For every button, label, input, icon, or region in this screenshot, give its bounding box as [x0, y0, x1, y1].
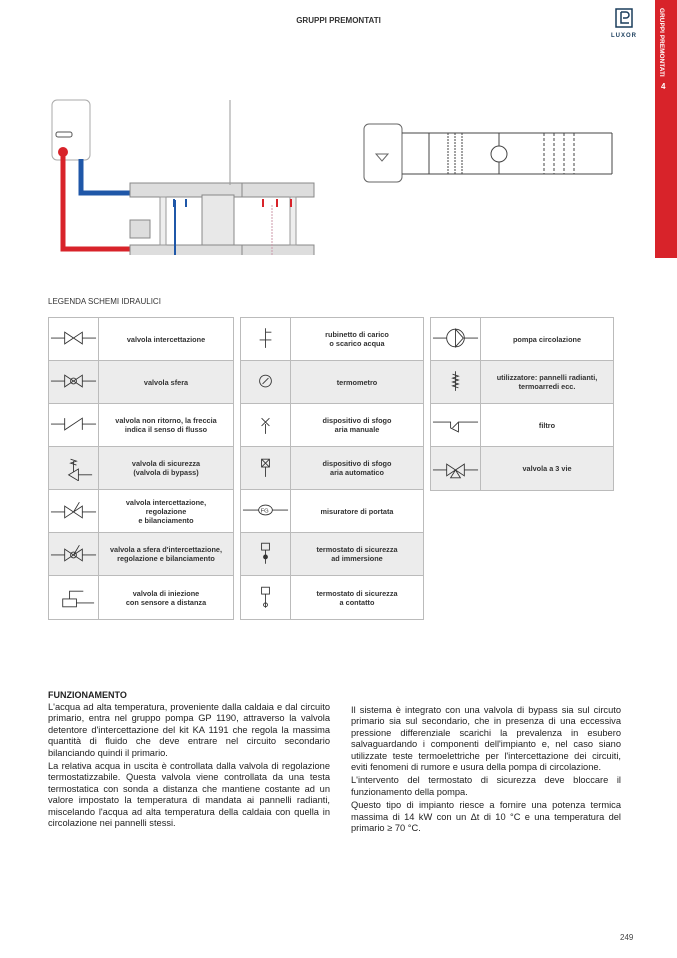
pump [202, 195, 234, 245]
legend-row [431, 361, 613, 404]
legend-label: valvola intercettazione, regolazione e bilanciamento [125, 497, 207, 525]
manual-vent-icon [241, 404, 291, 446]
paragraph: La relativa acqua in uscita è controllata dalla valvola di regolazione termostatizzabile. Questa valvola viene controllata da una testa termostatica con sonda a distanza che mantiene costante ad un valore impostato la temperatura di mandata ai pannelli radianti, miscelando l'acqua ad alta temperatura della caldaia con quella in circolazione nei pannelli stessi. [48, 761, 330, 829]
section-tab-label: GRUPPI PREMONTATI [658, 8, 665, 77]
legend-row [241, 404, 423, 447]
balancing-valve-icon [49, 490, 99, 532]
section-tab-number: 4 [661, 82, 666, 91]
legend-row [431, 447, 613, 490]
svg-text:FG: FG [260, 508, 269, 515]
legend-label: utilizzatore: pannelli radianti, termoarredi ecc. [496, 373, 598, 391]
legend-column-2 [240, 317, 424, 620]
legend-row [241, 361, 423, 404]
legend-label: valvola intercettazione [126, 334, 206, 344]
legend-row [49, 490, 233, 533]
legend-row [241, 490, 423, 533]
legend-label: filtro [538, 420, 556, 430]
legend-label: valvola sfera [143, 377, 189, 387]
legend-label: rubinetto di carico o scarico acqua [325, 330, 389, 348]
paragraph: L'acqua ad alta temperatura, proveniente dalla caldaia e dal circuito primario, entra nel gruppo pompa GP 1190, attraverso la valvola detentore d'intercettazione del kit KA 1191 che regola la massima quantità di fluido che deve entrare nel circuito secondario bilanciando quindi il primario. [48, 702, 330, 758]
legend-row [49, 361, 233, 404]
legend-row [431, 318, 613, 361]
legend-row [241, 318, 423, 361]
legend-title: LEGENDA SCHEMI IDRAULICI [48, 297, 161, 306]
paragraph: L'intervento del termostato di sicurezza deve bloccare il funzionamento della pompa. [351, 775, 621, 797]
legend-row [241, 447, 423, 490]
paragraph: Il sistema è integrato con una valvola di bypass sia sul circuto primario sia sul secondario, che in presenza di una eccessiva pressione differenziale scarichi la prevalenza in esubero salvaguardando i componenti dell'impianto e, nel caso siano utilizzate teste termoelettriche per l'intercettazione dei circuiti, eviti fenomeni di rumore e usura della pompa di circolazione. [351, 705, 621, 773]
legend-label: valvola a 3 vie [522, 464, 572, 473]
section-heading: FUNZIONAMENTO [48, 690, 127, 700]
legend-label: termostato di sicurezza a contatto [316, 588, 398, 607]
paragraph: Questo tipo di impianto riesce a fornire una potenza termica massima di 14 kW con un Δt di 10 °C e una temperatura del primario ≥ 70 °C. [351, 800, 621, 834]
luxor-logo [606, 8, 642, 39]
installation-diagram [50, 95, 320, 255]
hydraulic-schematic [362, 110, 622, 230]
legend-label: valvola non ritorno, la freccia indica il senso di flusso [115, 416, 217, 434]
legend-label: dispositivo di sfogo aria automatico [322, 459, 392, 477]
schematic-boiler [364, 124, 402, 182]
gate-valve-icon [49, 318, 99, 360]
boiler [52, 100, 90, 160]
legend-row [431, 404, 613, 447]
immersion-thermostat-icon [241, 533, 291, 575]
page-header-title: GRUPPI PREMONTATI [296, 16, 381, 25]
logo-icon [615, 8, 633, 28]
legend-row [49, 576, 233, 619]
filter-icon [431, 404, 481, 446]
legend-row [49, 533, 233, 576]
auto-vent-icon [241, 447, 291, 489]
bottom-manifold [130, 245, 242, 255]
section-tab [655, 0, 677, 258]
legend-row [241, 576, 423, 619]
legend-label: dispositivo di sfogo aria manuale [322, 416, 392, 434]
cold-pipe [81, 159, 130, 193]
check-valve-icon [49, 404, 99, 446]
legend-label: pompa circolazione [512, 334, 582, 344]
contact-thermostat-icon [241, 576, 291, 619]
legend-column-1 [48, 317, 234, 620]
body-left-column [48, 702, 330, 831]
page-number: 249 [620, 933, 634, 942]
safety-valve-icon [49, 447, 99, 489]
injection-valve-icon [49, 576, 99, 619]
legend-row [49, 318, 233, 361]
drain-tap-icon [241, 318, 291, 360]
logo-text: LUXOR [611, 33, 637, 39]
legend-label: termostato di sicurezza ad immersione [316, 545, 398, 563]
legend-row [241, 533, 423, 576]
body-right-column [351, 705, 621, 836]
legend-label: misuratore di portata [320, 506, 394, 516]
legend-column-3 [430, 317, 614, 491]
three-way-valve-icon [431, 447, 481, 490]
hot-pipe [63, 155, 130, 249]
ball-balancing-valve-icon [49, 533, 99, 575]
legend-label: valvola di sicurezza (valvola di bypass) [131, 459, 201, 477]
legend-row [49, 447, 233, 490]
thermometer-icon [241, 361, 291, 403]
ball-valve-icon [49, 361, 99, 403]
radiant-panel-icon [431, 361, 481, 403]
pump-icon [431, 318, 481, 360]
legend-label: termometro [336, 377, 378, 387]
schematic-pump [491, 146, 507, 162]
legend-label: valvola a sfera d'intercettazione, regolazione e bilanciamento [109, 545, 223, 563]
legend-label: valvola di iniezione con sensore a distanza [125, 588, 207, 607]
legend-row [49, 404, 233, 447]
flow-meter-icon [241, 490, 291, 532]
